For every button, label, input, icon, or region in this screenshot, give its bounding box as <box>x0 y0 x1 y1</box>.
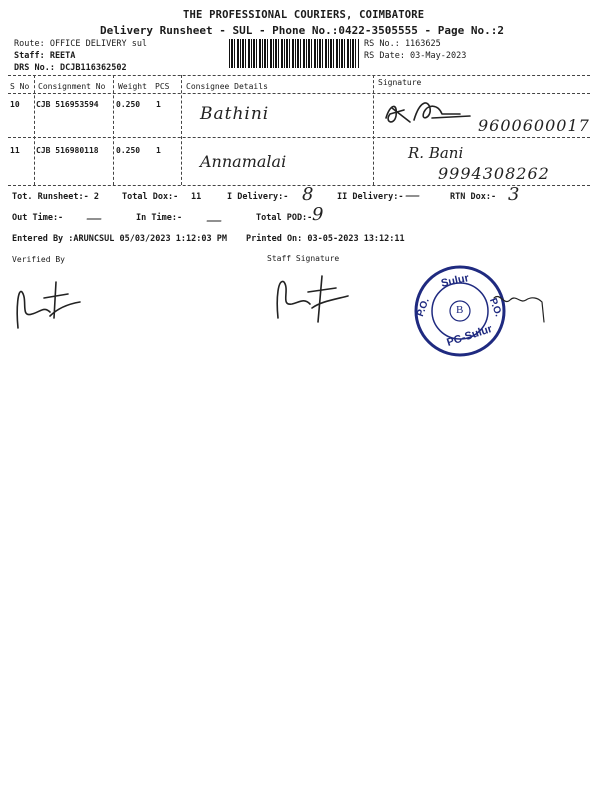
col-divider <box>113 75 114 185</box>
consignee-signature <box>380 96 480 132</box>
table-row-weight: 0.250 <box>116 146 141 155</box>
route-label: Route: OFFICE DELIVERY sul <box>14 39 148 49</box>
out-time-handwritten: — <box>86 208 102 227</box>
drs-number: DRS No.: DCJB116362502 <box>14 63 127 73</box>
table-row-pcs: 1 <box>156 100 161 109</box>
col-header-consignment: Consignment No <box>38 82 106 91</box>
stamp-text-left: P.O. <box>414 296 432 319</box>
rtn-dox-label: RTN Dox:- <box>450 192 497 202</box>
table-row-consignment: CJB 516980118 <box>36 146 99 155</box>
col-header-consignee: Consignee Details <box>186 82 268 91</box>
total-runsheet: Tot. Runsheet:- 2 <box>12 192 99 202</box>
table-header-rule <box>8 93 590 94</box>
stamp-text-center: B <box>456 304 464 316</box>
col-header-weight: Weight <box>118 82 147 91</box>
staff-label: Staff: REETA <box>14 51 76 61</box>
total-dox-label: Total Dox:- <box>122 192 179 202</box>
signature-phone: 9994308262 <box>438 164 550 183</box>
out-time-label: Out Time:- <box>12 213 64 223</box>
entered-by: Entered By :ARUNCSUL 05/03/2023 1:12:03 PM <box>12 234 227 244</box>
table-row-pcs: 1 <box>156 146 161 155</box>
barcode <box>229 39 359 68</box>
rs-date: RS Date: 03-May-2023 <box>364 51 467 61</box>
runsheet-title: Delivery Runsheet - SUL - Phone No.:0422-3505555 - Page No.:2 <box>100 24 504 37</box>
verifier-signature <box>10 278 90 338</box>
in-time-handwritten: — <box>206 210 222 229</box>
table-top-rule <box>8 75 590 76</box>
col-divider <box>181 75 182 185</box>
total-dox-value: 11 <box>191 192 202 202</box>
row-separator <box>8 137 590 138</box>
stamp-text-top: Sulur <box>440 272 471 290</box>
rtn-dox-handwritten: 3 <box>508 184 520 205</box>
signature-name: R. Bani <box>408 144 464 162</box>
i-delivery-handwritten: 8 <box>302 184 314 205</box>
company-title: THE PROFESSIONAL COURIERS, COIMBATORE <box>183 9 425 21</box>
consignee-handwritten: Bathini <box>200 104 270 124</box>
consignee-handwritten: Annamalai <box>200 152 287 171</box>
total-pod-handwritten: 9 <box>312 204 324 225</box>
col-header-sno: S No <box>10 82 30 91</box>
total-pod-label: Total POD:- <box>256 213 313 223</box>
table-row-weight: 0.250 <box>116 100 141 109</box>
verified-by-label: Verified By <box>12 255 65 264</box>
ii-delivery-handwritten: — <box>405 186 420 204</box>
rs-number: RS No.: 1163625 <box>364 39 441 49</box>
stamp-text-right: P.O. <box>486 296 504 319</box>
staff-signature <box>268 272 358 332</box>
in-time-label: In Time:- <box>136 213 183 223</box>
col-divider <box>373 75 374 185</box>
i-delivery-label: I Delivery:- <box>227 192 289 202</box>
col-header-pcs: PCS <box>155 82 170 91</box>
table-row-sno: 11 <box>10 146 20 155</box>
stamp-text-bottom: PC-Sulur <box>445 323 494 349</box>
table-bottom-rule <box>8 185 590 186</box>
printed-on: Printed On: 03-05-2023 13:12:11 <box>246 234 405 244</box>
ii-delivery-label: II Delivery:- <box>337 192 404 202</box>
signature-phone: 9600600017 <box>478 116 590 135</box>
col-header-signature: Signature <box>378 78 422 87</box>
table-row-sno: 10 <box>10 100 20 109</box>
postmaster-signature <box>490 288 550 328</box>
table-row-consignment: CJB 516953594 <box>36 100 99 109</box>
col-divider <box>34 75 35 185</box>
staff-signature-label: Staff Signature <box>267 254 340 263</box>
